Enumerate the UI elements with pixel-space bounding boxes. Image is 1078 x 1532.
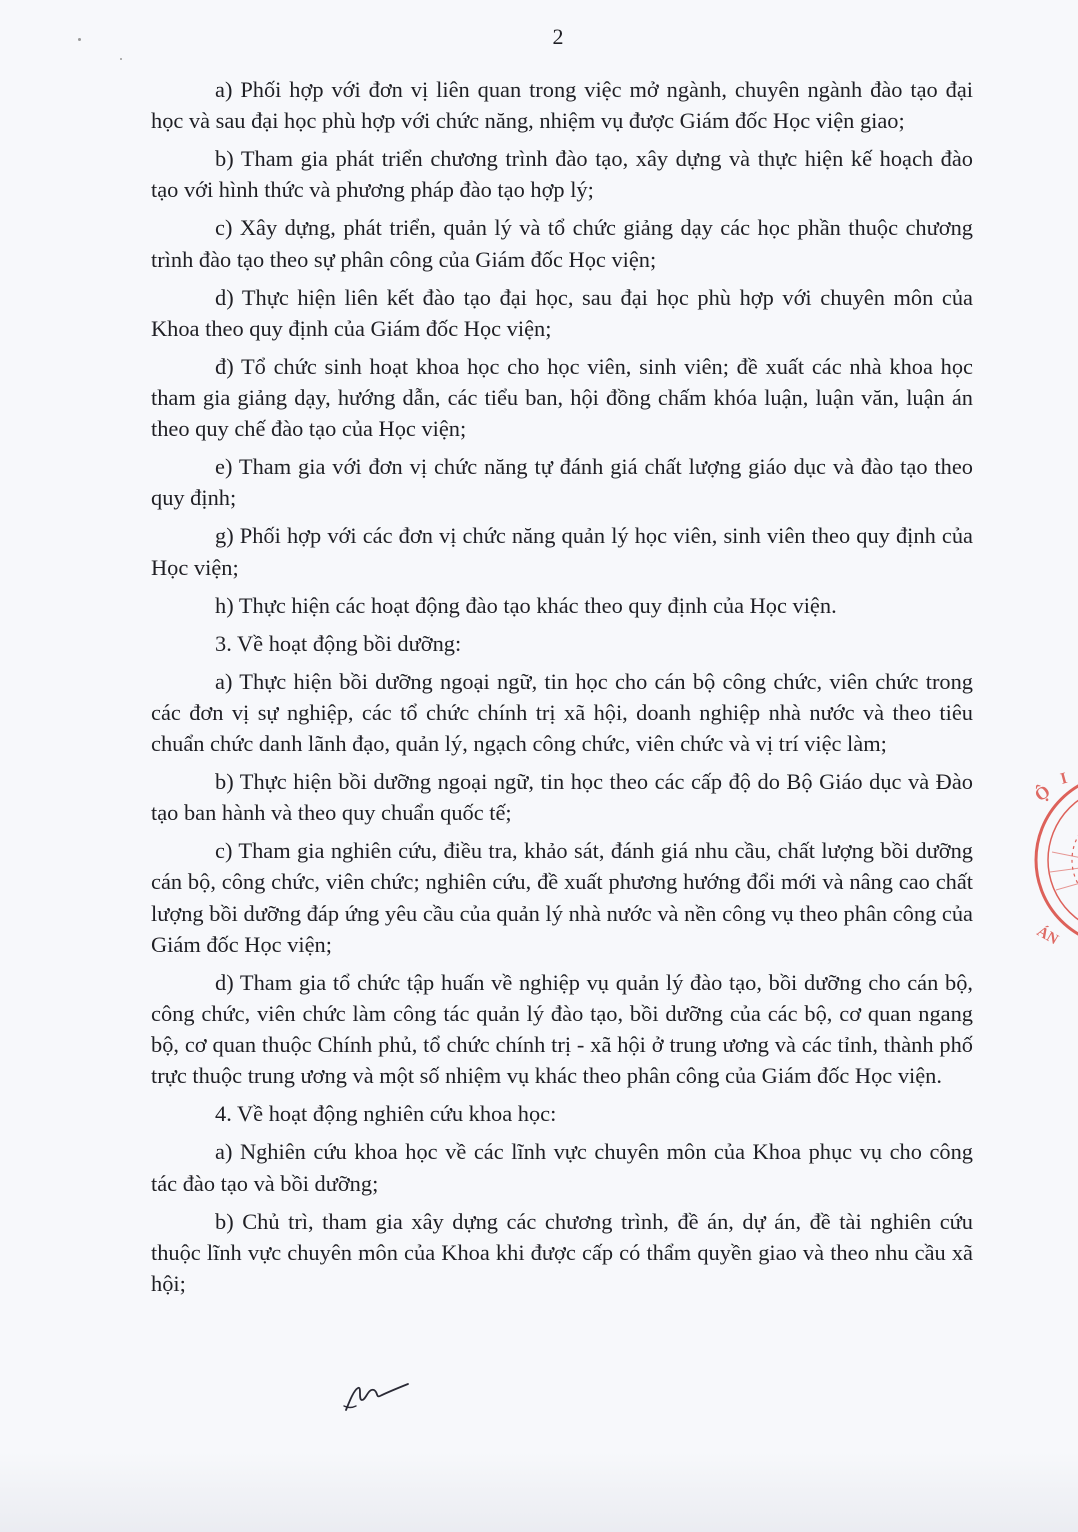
scan-speck <box>120 58 122 60</box>
page-number: 2 <box>552 24 564 49</box>
scan-edge-shadow <box>0 1452 1078 1532</box>
section-heading: 3. Về hoạt động bồi dưỡng: <box>215 630 462 656</box>
section-heading: 4. Về hoạt động nghiên cứu khoa học: <box>215 1101 557 1127</box>
paragraph: d) Thực hiện liên kết đào tạo đại học, sau đại học phù hợp với chuyên môn của Khoa theo quy định của Giám đốc Học viện; <box>151 284 973 341</box>
paragraph: e) Tham gia với đơn vị chức năng tự đánh giá chất lượng giáo dục và đào tạo theo quy định; <box>151 454 973 511</box>
paragraph: d) Tham gia tổ chức tập huấn về nghiệp vụ quản lý đào tạo, bồi dưỡng cho cán bộ, công chức, viên chức làm công tác quản lý đào tạo, bồi dưỡng của các bộ, cơ quan ngang bộ, cơ quan thuộc Chính phủ, tổ chức chính trị - xã hội ở trung ương và các tỉnh, thành phố trực thuộc trung ương và một số nhiệm vụ khác theo phân công của Giám đốc Học viện. <box>151 969 973 1089</box>
seal-stamp-icon <box>1022 762 1078 958</box>
paragraph: a) Nghiên cứu khoa học về các lĩnh vực chuyên môn của Khoa phục vụ cho công tác đào tạo và bồi dưỡng; <box>151 1139 973 1196</box>
svg-text:ÁN: ÁN <box>1034 923 1061 949</box>
signature-icon <box>340 1370 412 1414</box>
paragraph: b) Chủ trì, tham gia xây dựng các chương trình, đề án, dự án, đề tài nghiên cứu thuộc lĩnh vực chuyên môn của Khoa khi được cấp có thẩm quyền giao và theo nhu cầu xã hội; <box>151 1208 973 1297</box>
paragraph: đ) Tổ chức sinh hoạt khoa học cho học viên, sinh viên; đề xuất các nhà khoa học tham gia giảng dạy, hướng dẫn, các tiểu ban, hội đồng chấm khóa luận, luận văn, luận án theo quy chế đào tạo của Học viện; <box>151 353 973 442</box>
svg-text:I: I <box>1058 769 1070 788</box>
paragraph: c) Tham gia nghiên cứu, điều tra, khảo sát, đánh giá nhu cầu, chất lượng bồi dưỡng cán bộ, công chức, viên chức; nghiên cứu, đề xuất phương hướng đổi mới và nâng cao chất lượng bồi dưỡng đáp ứng yêu cầu của quản lý nhà nước và nền công vụ theo phân công của Giám đốc Học viện; <box>151 838 973 957</box>
paragraph: g) Phối hợp với các đơn vị chức năng quản lý học viên, sinh viên theo quy định của Học viện; <box>151 523 973 580</box>
paragraph: c) Xây dựng, phát triển, quản lý và tổ chức giảng dạy các học phần thuộc chương trình đào tạo theo sự phân công của Giám đốc Học viện; <box>151 215 973 272</box>
paragraph: b) Thực hiện bồi dưỡng ngoại ngữ, tin học theo các cấp độ do Bộ Giáo dục và Đào tạo ban hành và theo quy chuẩn quốc tế; <box>151 769 973 826</box>
document-body <box>151 74 973 1306</box>
svg-text:Ộ: Ộ <box>1030 780 1054 806</box>
paragraph: a) Thực hiện bồi dưỡng ngoại ngữ, tin học cho cán bộ công chức, viên chức trong các đơn vị sự nghiệp, các tổ chức chính trị xã hội, doanh nghiệp nhà nước và theo tiêu chuẩn chức danh lãnh đạo, quản lý, ngạch công chức, viên chức và vị trí việc làm; <box>151 668 973 757</box>
paragraph: a) Phối hợp với đơn vị liên quan trong việc mở ngành, chuyên ngành đào tạo đại học và sau đại học phù hợp với chức năng, nhiệm vụ được Giám đốc Học viện giao; <box>151 77 973 134</box>
paragraph: b) Tham gia phát triển chương trình đào tạo, xây dựng và thực hiện kế hoạch đào tạo với hình thức và phương pháp đào tạo hợp lý; <box>151 146 973 203</box>
paragraph: h) Thực hiện các hoạt động đào tạo khác theo quy định của Học viện. <box>215 592 837 618</box>
